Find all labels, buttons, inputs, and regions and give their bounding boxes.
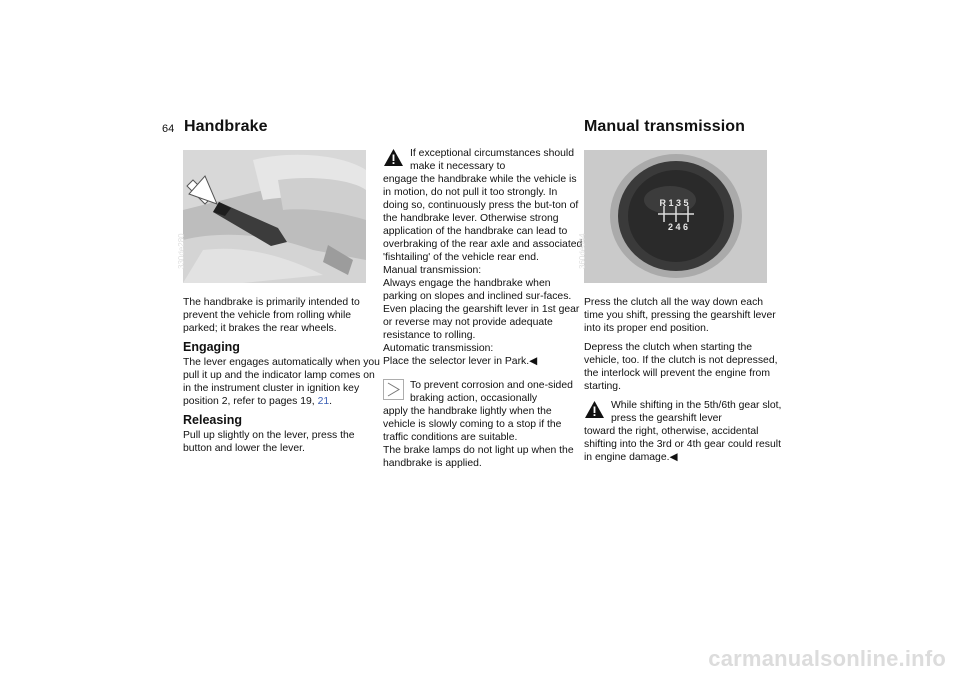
manual-text: Always engage the handbrake when parking on slopes and inclined sur-faces. Even placing the gearshift lever in 1st gear or reverse may not provide adequate resistance to rolling.	[383, 278, 580, 341]
handbrake-warning	[383, 147, 583, 368]
warning-icon	[584, 399, 605, 420]
handbrake-photo	[177, 150, 366, 283]
shift-warning	[584, 399, 784, 464]
gearshift-knob-illustration	[584, 150, 767, 283]
note-rest: apply the handbrake lightly when the vehicle is slowly coming to a stop if the traffic conditions are suitable.	[383, 406, 562, 443]
engaging-period: .	[329, 396, 333, 407]
handbrake-note	[383, 379, 583, 470]
note-end: The brake lamps do not light up when the handbrake is applied.	[383, 445, 574, 469]
handbrake-intro: The handbrake is primarily intended to prevent the vehicle from rolling while parked; it brakes the rear wheels.	[183, 297, 360, 334]
left-text-column	[183, 296, 383, 461]
middle-text-column	[383, 147, 583, 470]
warning-rest: engage the handbrake while the vehicle is in motion, do not pull it too strongly. In doing so, continuously press the but-ton of the handbrake lever. Otherwise strong application of the handbrake can lead to overbraking of the rear axle and associated 'fishtailing' of the vehicle rear end.	[383, 174, 583, 263]
handbrake-title: Handbrake	[184, 118, 268, 135]
note-first-line: To prevent corrosion and one-sided braking action, occasionally	[410, 380, 573, 404]
image-code: 330de280	[177, 233, 186, 269]
interlock-paragraph: Depress the clutch when starting the vehicle, too. If the clutch is not depressed, the interlock will prevent the engine from starting.	[584, 342, 778, 392]
knob-top-label: R 1 3 5	[659, 198, 689, 208]
watermark: carmanualsonline.info	[708, 646, 946, 671]
engaging-text	[183, 356, 383, 408]
releasing-text: Pull up slightly on the lever, press the button and lower the lever.	[183, 430, 355, 454]
warning-icon	[383, 147, 404, 168]
auto-text: Place the selector lever in Park.◀	[383, 356, 538, 367]
releasing-heading: Releasing	[183, 413, 243, 427]
page-link-21[interactable]: 21	[317, 396, 330, 407]
engaging-heading: Engaging	[183, 340, 240, 354]
shift-warning-rest: toward the right, otherwise, accidental shifting into the 3rd or 4th gear could result in engine damage.◀	[584, 426, 781, 463]
right-text-column	[584, 296, 784, 464]
handbrake-illustration	[183, 150, 366, 283]
shift-warning-first-line: While shifting in the 5th/6th gear slot, press the gearshift lever	[611, 400, 782, 424]
image-code: 360de044	[578, 233, 587, 269]
engaging-body: The lever engages automatically when you pull it up and the indicator lamp comes on in the instrument cluster in ignition key position 2, refer to pages 19,	[183, 357, 380, 407]
clutch-paragraph: Press the clutch all the way down each time you shift, pressing the gearshift lever into its proper end position.	[584, 297, 776, 334]
page-number: 64	[162, 123, 175, 135]
knob-bottom-label: 2 4 6	[667, 222, 689, 232]
note-icon	[383, 379, 404, 400]
manual-transmission-title: Manual transmission	[584, 118, 746, 135]
auto-label: Automatic transmission:	[383, 343, 494, 354]
manual-label: Manual transmission:	[383, 265, 482, 276]
gearshift-photo	[578, 150, 767, 283]
warning-first-line: If exceptional circumstances should make it necessary to	[410, 148, 575, 172]
